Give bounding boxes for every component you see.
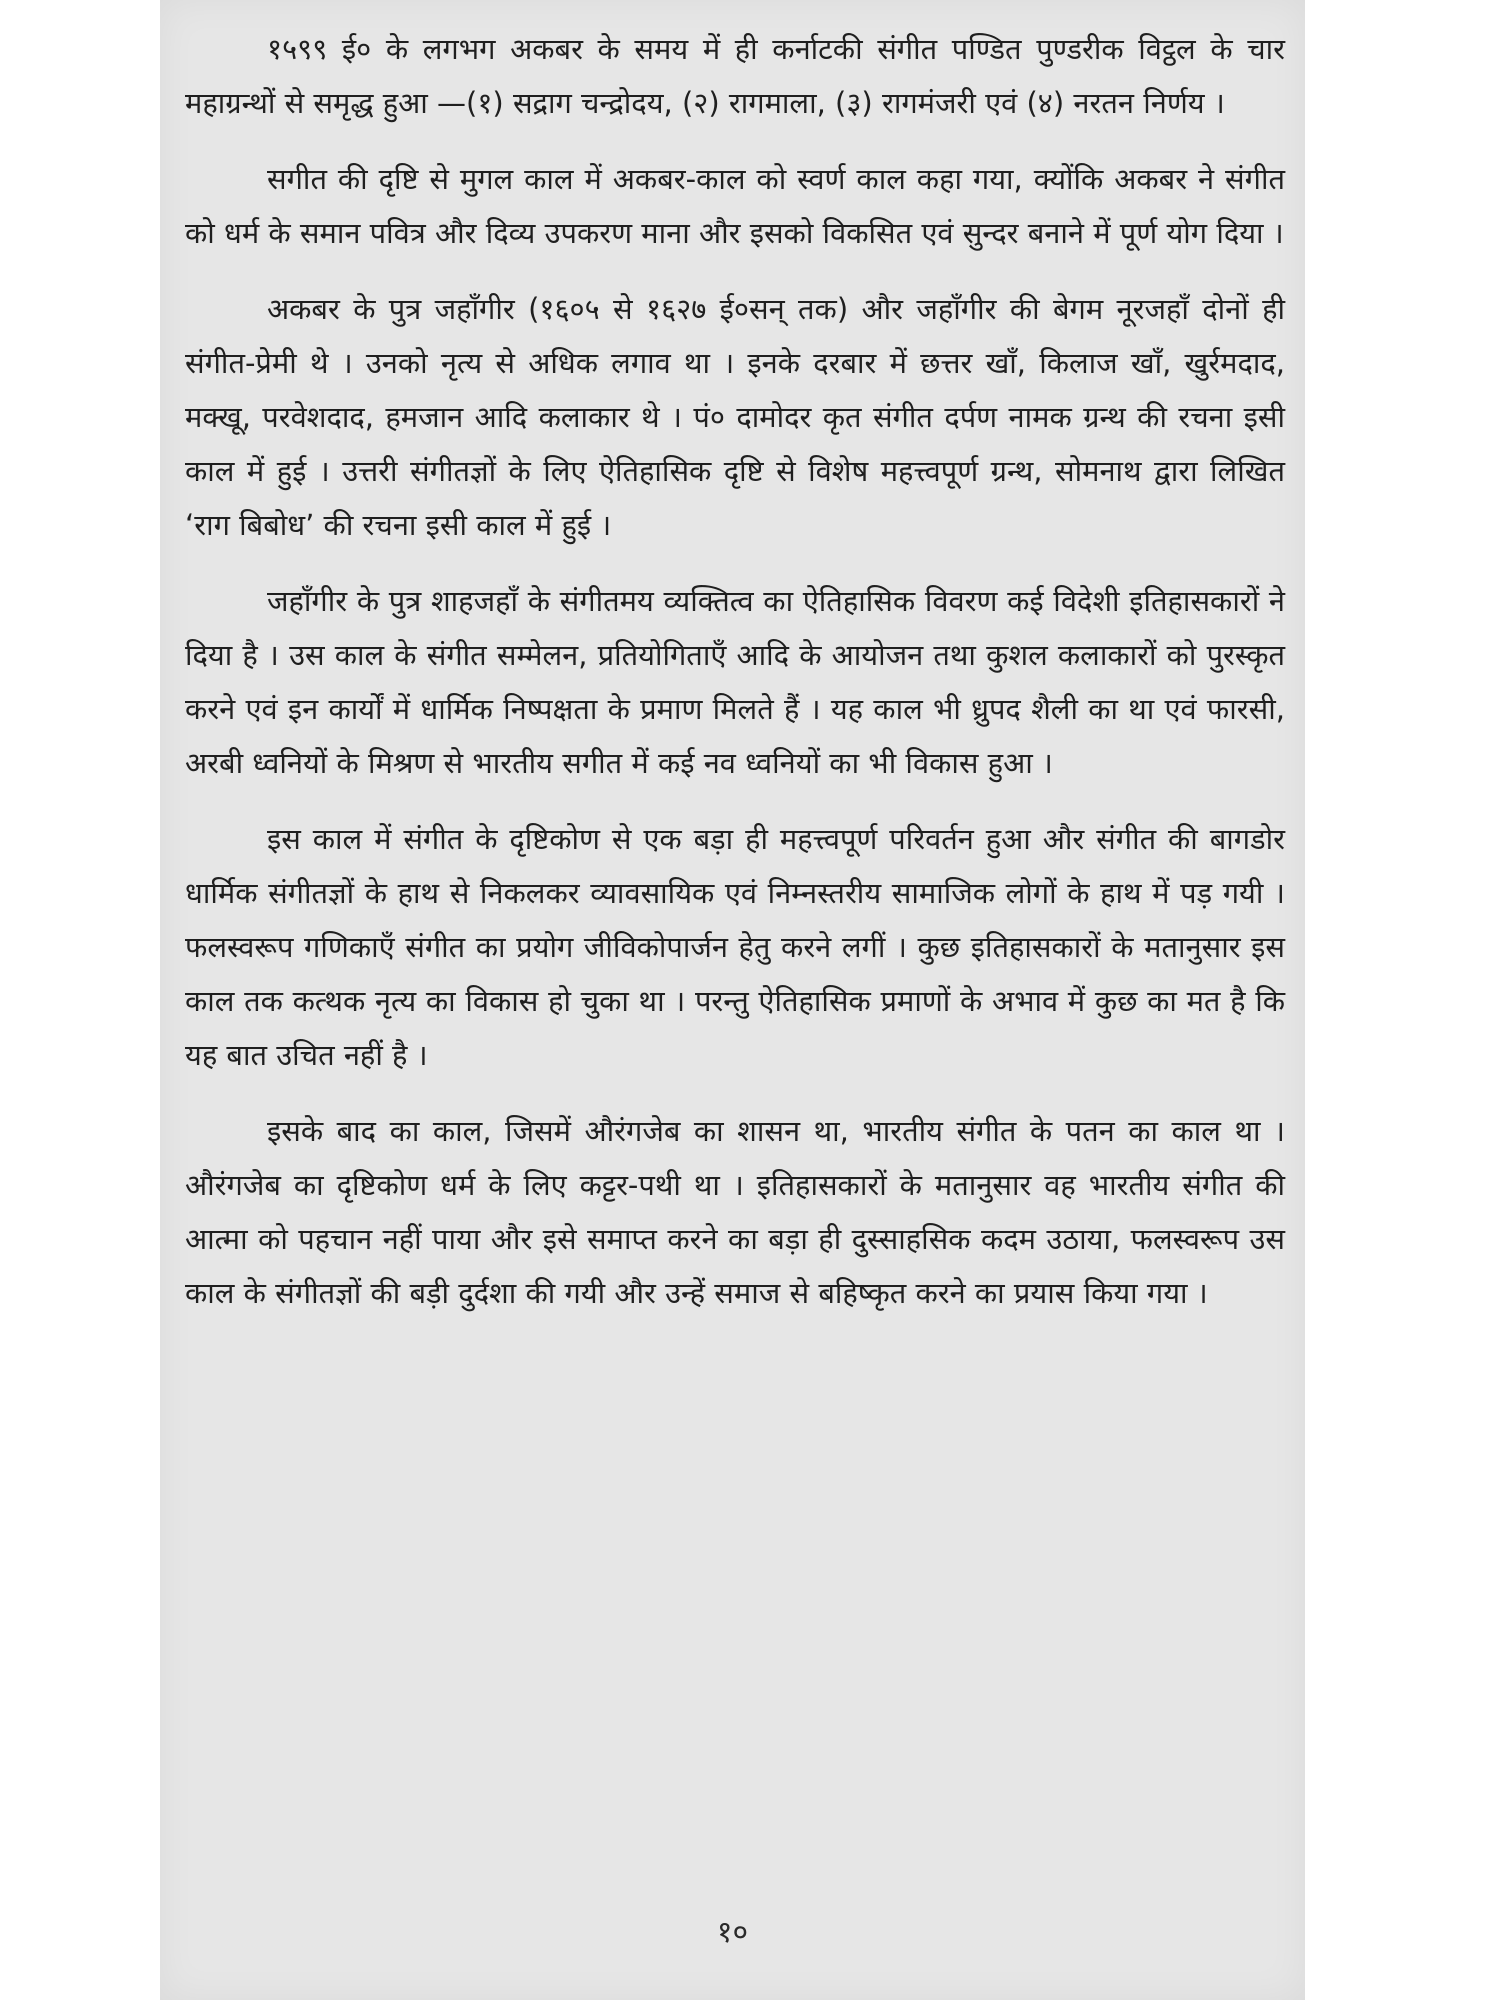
page-body-text: [185, 22, 1285, 1342]
paragraph-aurangzeb-era: इसके बाद का काल, जिसमें औरंगजेब का शासन था, भारतीय संगीत के पतन का काल था । औरंगजेब का दृष्टिकोण धर्म के लिए कट्टर-पथी था । इतिहासकारों के मतानुसार वह भारतीय संगीत की आत्मा को पहचान नहीं पाया और इसे समाप्त करने का बड़ा ही दुस्साहसिक कदम उठाया, फलस्वरूप उस काल के संगीतज्ञों की बड़ी दुर्दशा की गयी और उन्हें समाज से बहिष्कृत करने का प्रयास किया गया ।: [185, 1114, 1285, 1310]
paragraph-jahangir-era: अकबर के पुत्र जहाँगीर (१६०५ से १६२७ ई०सन् तक) और जहाँगीर की बेगम नूरजहाँ दोनों ही संगीत-प्रेमी थे । उनको नृत्य से अधिक लगाव था । इनके दरबार में छत्तर खाँ, किलाज खाँ, खुर्रमदाद, मक्खू, परवेशदाद, हमजान आदि कलाकार थे । पं० दामोदर कृत संगीत दर्पण नामक ग्रन्थ की रचना इसी काल में हुई । उत्तरी संगीतज्ञों के लिए ऐतिहासिक दृष्टि से विशेष महत्त्वपूर्ण ग्रन्थ, सोमनाथ द्वारा लिखित ‘राग बिबोध’ की रचना इसी काल में हुई ।: [185, 292, 1285, 542]
page-number: १०: [716, 1915, 749, 1950]
paragraph-shahjahan-era: जहाँगीर के पुत्र शाहजहाँ के संगीतमय व्यक्तित्व का ऐतिहासिक विवरण कई विदेशी इतिहासकारों ने दिया है । उस काल के संगीत सम्मेलन, प्रतियोगिताएँ आदि के आयोजन तथा कुशल कलाकारों को पुरस्कृत करने एवं इन कार्यों में धार्मिक निष्पक्षता के प्रमाण मिलते हैं । यह काल भी ध्रुपद शैली का था एवं फारसी, अरबी ध्वनियों के मिश्रण से भारतीय सगीत में कई नव ध्वनियों का भी विकास हुआ ।: [185, 584, 1285, 780]
paragraph-akbar-era: सगीत की दृष्टि से मुगल काल में अकबर-काल को स्वर्ण काल कहा गया, क्योंकि अकबर ने संगीत को धर्म के समान पवित्र और दिव्य उपकरण माना और इसको विकसित एवं सुन्दर बनाने में पूर्ण योग दिया ।: [185, 162, 1285, 250]
book-page: [160, 0, 1305, 2000]
paragraph-music-shift: इस काल में संगीत के दृष्टिकोण से एक बड़ा ही महत्त्वपूर्ण परिवर्तन हुआ और संगीत की बागडोर धार्मिक संगीतज्ञों के हाथ से निकलकर व्यावसायिक एवं निम्नस्तरीय सामाजिक लोगों के हाथ में पड़ गयी । फलस्वरूप गणिकाएँ संगीत का प्रयोग जीविकोपार्जन हेतु करने लगीं । कुछ इतिहासकारों के मतानुसार इस काल तक कत्थक नृत्य का विकास हो चुका था । परन्तु ऐतिहासिक प्रमाणों के अभाव में कुछ का मत है कि यह बात उचित नहीं है ।: [185, 822, 1285, 1072]
paragraph-karnatic-music: १५९९ ई० के लगभग अकबर के समय में ही कर्नाटकी संगीत पण्डित पुण्डरीक विट्ठल के चार महाग्रन्थों से समृद्ध हुआ —(१) सद्राग चन्द्रोदय, (२) रागमाला, (३) रागमंजरी एवं (४) नरतन निर्णय ।: [185, 32, 1285, 120]
